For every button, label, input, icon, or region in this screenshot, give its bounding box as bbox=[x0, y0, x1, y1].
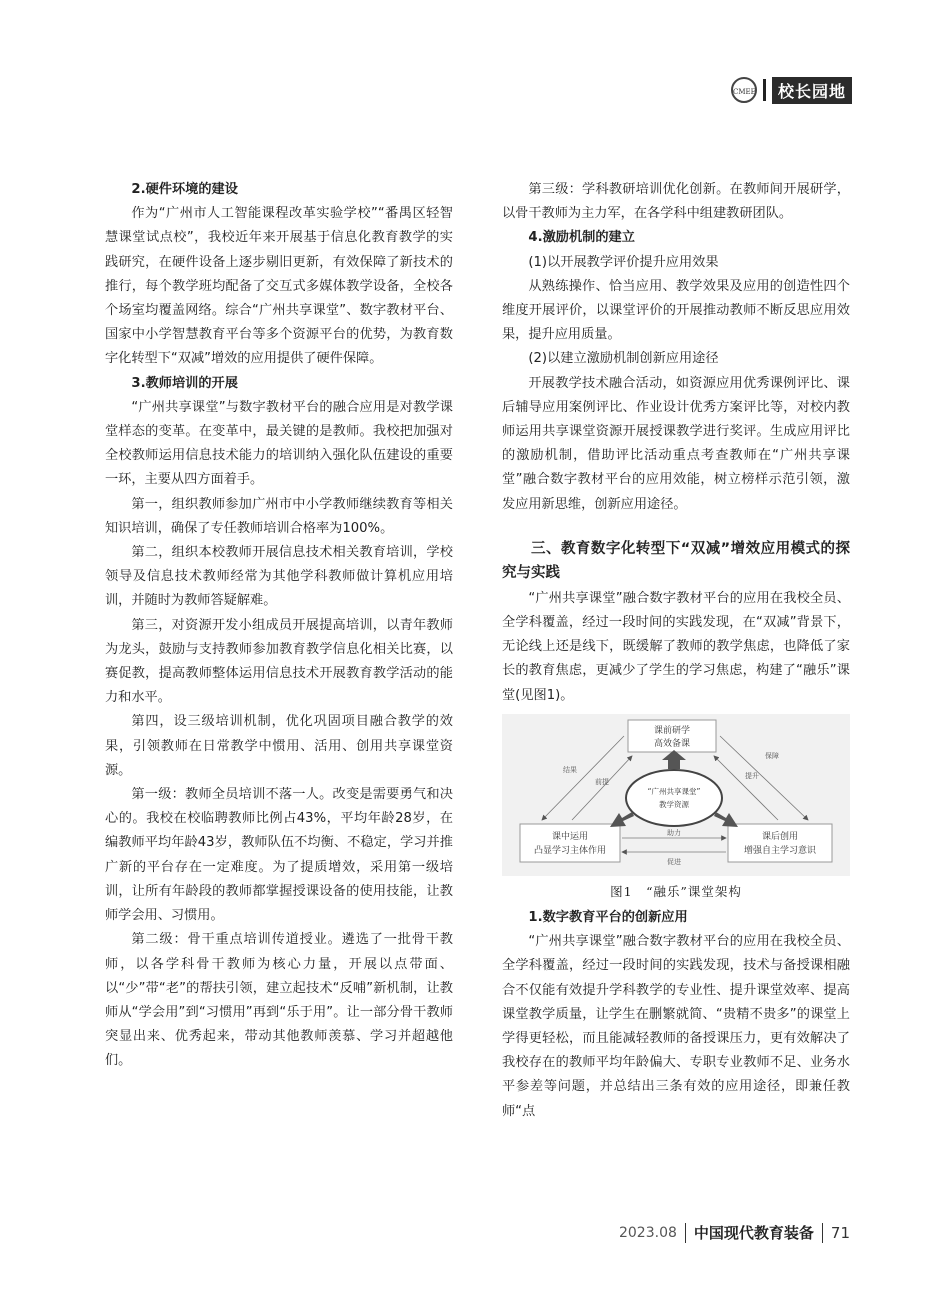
footer-divider bbox=[822, 1223, 823, 1243]
section-title: 校长园地 bbox=[772, 77, 852, 104]
center-line1: “广州共享课堂” bbox=[647, 786, 701, 796]
page-footer bbox=[619, 1222, 850, 1243]
box-left-line1: 课中运用 bbox=[551, 831, 589, 842]
paragraph: 第二级：骨干重点培训传道授业。遴选了一批骨干教师，以各学科骨干教师为核心力量，开展以点带面、以“少”带“老”的帮扶引领，建立起技术“反哺”新机制，让教师从“学会用”到“习惯用”再到“乐于用”。让一部分骨干教师突显出来、优秀起来，带动其他教师羡慕、学习并超越他们。 bbox=[105, 932, 453, 1069]
section-heading: 三、教育数字化转型下“双减”增效应用模式的探究与实践 bbox=[502, 540, 850, 581]
paragraph: 第三级：学科教研培训优化创新。在教师间开展研学，以骨干教师为主力军，在各学科中组建教研团队。 bbox=[502, 182, 850, 222]
paragraph: 第二，组织本校教师开展信息技术相关教育培训，学校领导及信息技术教师经常为其他学科教师做计算机应用培训，并随时为教师答疑解难。 bbox=[105, 545, 453, 609]
box-right bbox=[728, 824, 832, 862]
diagram-svg bbox=[502, 714, 850, 876]
box-top-line1: 课前研学 bbox=[653, 725, 691, 736]
figure-caption: 图1 “融乐”课堂架构 bbox=[610, 883, 742, 899]
label-left-outer: 结果 bbox=[563, 765, 577, 774]
paragraph: (2)以建立激励机制创新应用途径 bbox=[528, 351, 719, 367]
magazine-logo-icon: CMEE bbox=[731, 77, 757, 103]
page-header bbox=[731, 76, 852, 104]
paragraph: 第三，对资源开发小组成员开展提高培训，以青年教师为龙头，鼓励与支持教师参加教育教学信息化相关比赛，以赛促教，提高教师整体运用信息技术开展教育教学活动的能力和水平。 bbox=[105, 617, 453, 706]
figure-1-diagram bbox=[502, 714, 850, 876]
paragraph: (1)以开展教学评价提升应用效果 bbox=[528, 254, 719, 270]
paragraph: “广州共享课堂”与数字教材平台的融合应用是对教学课堂样态的变革。在变革中，最关键的是教师。我校把加强对全校教师运用信息技术能力的培训纳入强化队伍建设的重要一环，主要从四方面着手。 bbox=[105, 399, 453, 488]
box-right-line1: 课后创用 bbox=[761, 831, 799, 842]
box-top-line2: 高效备课 bbox=[653, 738, 691, 749]
subheading: 1.数字教育平台的创新应用 bbox=[528, 910, 688, 926]
label-right-inner: 提升 bbox=[745, 771, 759, 780]
box-right-line2: 增强自主学习意识 bbox=[743, 845, 817, 856]
subheading: 3.教师培训的开展 bbox=[131, 375, 238, 391]
paragraph: 作为“广州市人工智能课程改革实验学校”“番禺区轻智慧课堂试点校”，我校近年来开展基于信息化教育教学的实践研究，在硬件设备上逐步剔旧更新，有效保障了新技术的推行，每个教学班均配备了交互式多媒体教学设备，全校各个场室均覆盖网络。综合“广州共享课堂”、数字教材平台、国家中小学智慧教育平台等多个资源平台的优势，为教育数字化转型下“双减”增效的应用提供了硬件保障。 bbox=[105, 206, 453, 367]
paragraph: 第一，组织教师参加广州市中小学教师继续教育等相关知识培训，确保了专任教师培训合格率为100%。 bbox=[105, 496, 453, 536]
label-right-outer: 保障 bbox=[765, 751, 779, 760]
box-left bbox=[520, 824, 620, 862]
label-bottom-top: 助力 bbox=[667, 828, 681, 837]
right-column bbox=[502, 178, 850, 1124]
subheading: 4.激励机制的建立 bbox=[528, 230, 635, 246]
magazine-name: 中国现代教育装备 bbox=[693, 1224, 814, 1242]
paragraph: 开展教学技术融合活动，如资源应用优秀课例评比、课后辅导应用案例评比、作业设计优秀方案评比等，对校内教师运用共享课堂资源开展授课教学进行奖评。生成应用评比的激励机制，借助评比活动重点考查教师在“广州共享课堂”融合数字教材平台的应用效能，树立榜样示范引领，激发应用新思维，创新应用途径。 bbox=[502, 375, 850, 512]
subheading: 2.硬件环境的建设 bbox=[131, 182, 238, 197]
center-line2: 教学资源 bbox=[659, 799, 689, 809]
paragraph: “广州共享课堂”融合数字教材平台的应用在我校全员、全学科覆盖，经过一段时间的实践发现，技术与备授课相融合不仅能有效提升学科教学的专业性、提升课堂效率、提高课堂教学质量，让学生在删繁就简、“贵精不贵多”的课堂上学得更轻松，而且能减轻教师的备授课压力，更有效解决了我校存在的教师平均年龄偏大、专职专业教师不足、业务水平参差等问题，并总结出三条有效的应用途径，即兼任教师“点 bbox=[502, 934, 850, 1119]
paragraph: 从熟练操作、恰当应用、教学效果及应用的创造性四个维度开展评价，以课堂评价的开展推动教师不断反思应用效果，提升应用质量。 bbox=[502, 278, 850, 343]
box-left-line2: 凸显学习主体作用 bbox=[533, 845, 607, 856]
page-number: 71 bbox=[830, 1223, 850, 1242]
paragraph: “广州共享课堂”融合数字教材平台的应用在我校全员、全学科覆盖，经过一段时间的实践发现，在“双减”背景下，无论线上还是线下，既缓解了教师的教学焦虑，也降低了家长的教育焦虑，更减少了学生的学习焦虑，构建了“融乐”课堂(见图1)。 bbox=[502, 590, 850, 703]
label-bottom-bottom: 促进 bbox=[667, 857, 681, 866]
paragraph: 第四，设三级培训机制，优化巩固项目融合教学的效果，引领教师在日常教学中惯用、活用、创用共享课堂资源。 bbox=[105, 714, 453, 778]
left-column bbox=[105, 178, 453, 1074]
footer-divider bbox=[685, 1223, 686, 1243]
center-ellipse bbox=[626, 770, 722, 826]
header-divider bbox=[763, 79, 766, 101]
paragraph: 第一级：教师全员培训不落一人。改变是需要勇气和决心的。我校在校临聘教师比例占43%，平均年龄28岁，在编教师平均年龄43岁，教师队伍不均衡、不稳定，学习并推广新的平台存在一定难度。为了提质增效，采用第一级培训，让所有年龄段的教师都掌握授课设备的使用技能，让教师学会用、习惯用。 bbox=[105, 787, 453, 924]
issue-date: 2023.08 bbox=[618, 1224, 677, 1241]
label-left-inner: 前提 bbox=[595, 777, 609, 786]
